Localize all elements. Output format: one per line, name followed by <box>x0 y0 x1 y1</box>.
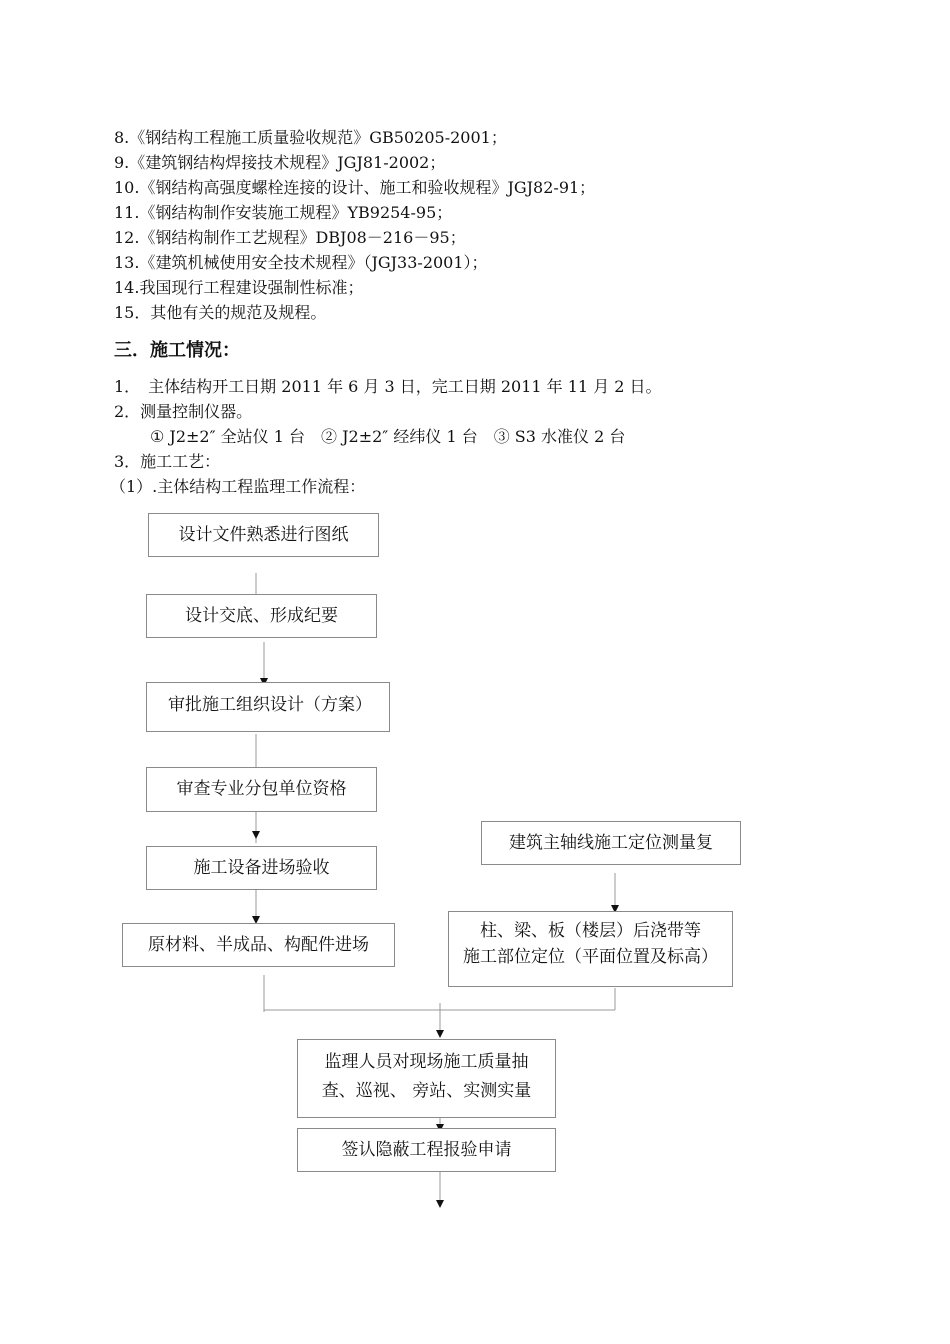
flow-heading: （1）.主体结构工程监理工作流程： <box>110 477 366 496</box>
flow-step-label: 签认隐蔽工程报验申请 <box>341 1140 512 1160</box>
flow-step-label: 设计文件熟悉进行图纸 <box>178 525 349 545</box>
flow-step-label-line1: 监理人员对现场施工质量抽 <box>324 1052 529 1072</box>
section-title: 三．施工情况： <box>114 340 240 361</box>
reference-item-9: 9.《建筑钢结构焊接技术规程》JGJ81-2002； <box>114 153 446 172</box>
flow-step-label: 建筑主轴线施工定位测量复 <box>509 833 713 853</box>
instruments-heading: 2．测量控制仪器。 <box>114 402 253 421</box>
reference-item-13: 13.《建筑机械使用安全技术规程》（JGJ33-2001）； <box>114 253 488 272</box>
flow-step-label: 施工设备进场验收 <box>193 858 330 878</box>
instruments-list: ① J2±2″ 全站仪 1 台 ② J2±2″ 经纬仪 1 台 ③ S3 水准仪 2 台 <box>150 427 626 446</box>
flow-step-equipment-acceptance <box>146 846 377 890</box>
flow-step-subcontractor-qualification <box>146 767 377 812</box>
flow-step-concealed-work-signoff <box>297 1128 556 1172</box>
reference-item-15: 15．其他有关的规范及规程。 <box>114 303 327 322</box>
process-heading: 3．施工工艺： <box>114 452 221 471</box>
flow-step-label-line2: 查、巡视、 旁站、实测实量 <box>321 1081 532 1101</box>
flow-step-axis-survey-recheck <box>481 821 741 865</box>
flow-step-design-disclosure <box>146 594 377 638</box>
flow-step-label-line2: 施工部位定位（平面位置及标高） <box>463 947 718 967</box>
construction-dates: 1． 主体结构开工日期 2011 年 6 月 3 日，完工日期 2011 年 11 月 2 日。 <box>114 377 662 396</box>
flow-step-position-setting <box>448 911 733 987</box>
flow-step-label-line1: 柱、梁、板（楼层）后浇带等 <box>480 921 701 941</box>
reference-item-14: 14.我国现行工程建设强制性标准； <box>114 278 364 297</box>
reference-item-12: 12.《钢结构制作工艺规程》DBJ08－216－95； <box>114 228 466 247</box>
flow-step-site-quality-inspection <box>297 1039 556 1118</box>
reference-item-8: 8.《钢结构工程施工质量验收规范》GB50205-2001； <box>114 128 507 147</box>
flow-step-materials-entry <box>122 923 395 967</box>
flow-step-review-design-documents <box>148 513 379 557</box>
flow-step-label: 原材料、半成品、构配件进场 <box>148 935 369 955</box>
flow-step-label: 审查专业分包单位资格 <box>176 779 347 799</box>
flow-step-label: 设计交底、形成纪要 <box>185 606 338 626</box>
flow-step-label: 审批施工组织设计（方案） <box>168 695 372 715</box>
reference-item-10: 10.《钢结构高强度螺栓连接的设计、施工和验收规程》JGJ82-91； <box>114 178 596 197</box>
flow-step-approve-construction-plan <box>146 682 390 732</box>
reference-item-11: 11.《钢结构制作安装施工规程》YB9254-95； <box>114 203 453 222</box>
